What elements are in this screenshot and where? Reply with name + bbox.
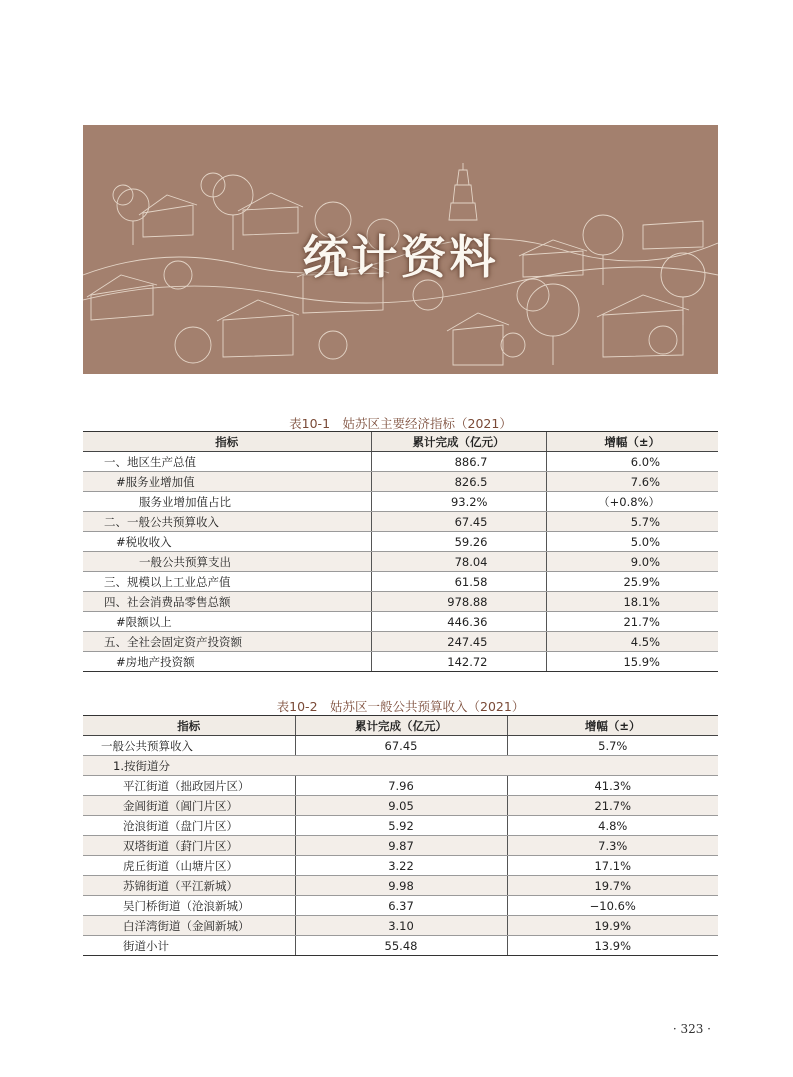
growth-cell: 18.1% <box>546 592 718 612</box>
value-cell: 61.58 <box>371 572 546 592</box>
value-cell: 142.72 <box>371 652 546 672</box>
indicator-label: 服务业增加值占比 <box>83 492 371 512</box>
growth-cell: 15.9% <box>546 652 718 672</box>
table-row <box>83 452 718 472</box>
value-cell: 6.37 <box>295 896 507 916</box>
table-row <box>83 492 718 512</box>
header-banner <box>83 125 718 374</box>
column-header: 增幅（±） <box>507 716 718 736</box>
indicator-label: 苏锦街道（平江新城） <box>83 876 295 896</box>
indicator-label: 沧浪街道（盘门片区） <box>83 816 295 836</box>
indicator-label: 白洋湾街道（金阊新城） <box>83 916 295 936</box>
table-row <box>83 512 718 532</box>
value-cell: 886.7 <box>371 452 546 472</box>
value-cell: 59.26 <box>371 532 546 552</box>
table-row <box>83 472 718 492</box>
growth-cell: （+0.8%） <box>546 492 718 512</box>
column-header: 累计完成（亿元） <box>295 716 507 736</box>
table-row <box>83 796 718 816</box>
table-row <box>83 632 718 652</box>
growth-cell: 4.8% <box>507 816 718 836</box>
column-header: 指标 <box>83 716 295 736</box>
table-header-row <box>83 716 718 736</box>
growth-cell: 5.7% <box>546 512 718 532</box>
indicator-label: 吴门桥街道（沧浪新城） <box>83 896 295 916</box>
table-row <box>83 916 718 936</box>
value-cell: 3.10 <box>295 916 507 936</box>
indicator-label: 一般公共预算支出 <box>83 552 371 572</box>
growth-cell: 5.7% <box>507 736 718 756</box>
growth-cell: 9.0% <box>546 552 718 572</box>
table-row <box>83 776 718 796</box>
value-cell: 978.88 <box>371 592 546 612</box>
indicator-label: 街道小计 <box>83 936 295 956</box>
indicator-label: 金阊街道（阊门片区） <box>83 796 295 816</box>
value-cell: 9.87 <box>295 836 507 856</box>
table-header-row <box>83 432 718 452</box>
section-label: 1.按街道分 <box>83 756 718 776</box>
value-cell: 3.22 <box>295 856 507 876</box>
table-row <box>83 736 718 756</box>
indicator-label: #服务业增加值 <box>83 472 371 492</box>
indicator-label: #限额以上 <box>83 612 371 632</box>
table-row <box>83 896 718 916</box>
table2-caption: 表10-2 姑苏区一般公共预算收入（2021） <box>276 699 525 714</box>
growth-cell: 21.7% <box>546 612 718 632</box>
indicator-label: #房地产投资额 <box>83 652 371 672</box>
indicator-label: 四、社会消费品零售总额 <box>83 592 371 612</box>
growth-cell: 41.3% <box>507 776 718 796</box>
indicator-label: 二、一般公共预算收入 <box>83 512 371 532</box>
growth-cell: 7.3% <box>507 836 718 856</box>
economic-indicators-table <box>83 431 718 672</box>
growth-cell: 6.0% <box>546 452 718 472</box>
table1-caption: 表10-1 姑苏区主要经济指标（2021） <box>289 416 512 431</box>
column-header: 增幅（±） <box>546 432 718 452</box>
table-row <box>83 836 718 856</box>
value-cell: 67.45 <box>371 512 546 532</box>
value-cell: 9.98 <box>295 876 507 896</box>
value-cell: 446.36 <box>371 612 546 632</box>
indicator-label: 五、全社会固定资产投资额 <box>83 632 371 652</box>
value-cell: 5.92 <box>295 816 507 836</box>
value-cell: 55.48 <box>295 936 507 956</box>
table-row <box>83 756 718 776</box>
indicator-label: 平江街道（拙政园片区） <box>83 776 295 796</box>
page-number: · 323 · <box>672 1022 711 1036</box>
indicator-label: 双塔街道（葑门片区） <box>83 836 295 856</box>
indicator-label: 一、地区生产总值 <box>83 452 371 472</box>
table-row <box>83 592 718 612</box>
growth-cell: 19.7% <box>507 876 718 896</box>
table-row <box>83 936 718 956</box>
value-cell: 826.5 <box>371 472 546 492</box>
column-header: 指标 <box>83 432 371 452</box>
indicator-label: #税收收入 <box>83 532 371 552</box>
banner-title: 统计资料 <box>302 230 499 284</box>
growth-cell: 4.5% <box>546 632 718 652</box>
value-cell: 7.96 <box>295 776 507 796</box>
growth-cell: 13.9% <box>507 936 718 956</box>
table-row <box>83 876 718 896</box>
budget-revenue-table <box>83 715 718 956</box>
value-cell: 9.05 <box>295 796 507 816</box>
table-row <box>83 856 718 876</box>
table-row <box>83 816 718 836</box>
growth-cell: 25.9% <box>546 572 718 592</box>
value-cell: 93.2% <box>371 492 546 512</box>
value-cell: 78.04 <box>371 552 546 572</box>
growth-cell: 21.7% <box>507 796 718 816</box>
growth-cell: 17.1% <box>507 856 718 876</box>
indicator-label: 一般公共预算收入 <box>83 736 295 756</box>
value-cell: 67.45 <box>295 736 507 756</box>
table-row <box>83 572 718 592</box>
table-row <box>83 552 718 572</box>
value-cell: 247.45 <box>371 632 546 652</box>
table-row <box>83 532 718 552</box>
table-row <box>83 652 718 672</box>
indicator-label: 虎丘街道（山塘片区） <box>83 856 295 876</box>
table-row <box>83 612 718 632</box>
growth-cell: 5.0% <box>546 532 718 552</box>
indicator-label: 三、规模以上工业总产值 <box>83 572 371 592</box>
growth-cell: −10.6% <box>507 896 718 916</box>
growth-cell: 7.6% <box>546 472 718 492</box>
growth-cell: 19.9% <box>507 916 718 936</box>
column-header: 累计完成（亿元） <box>371 432 546 452</box>
